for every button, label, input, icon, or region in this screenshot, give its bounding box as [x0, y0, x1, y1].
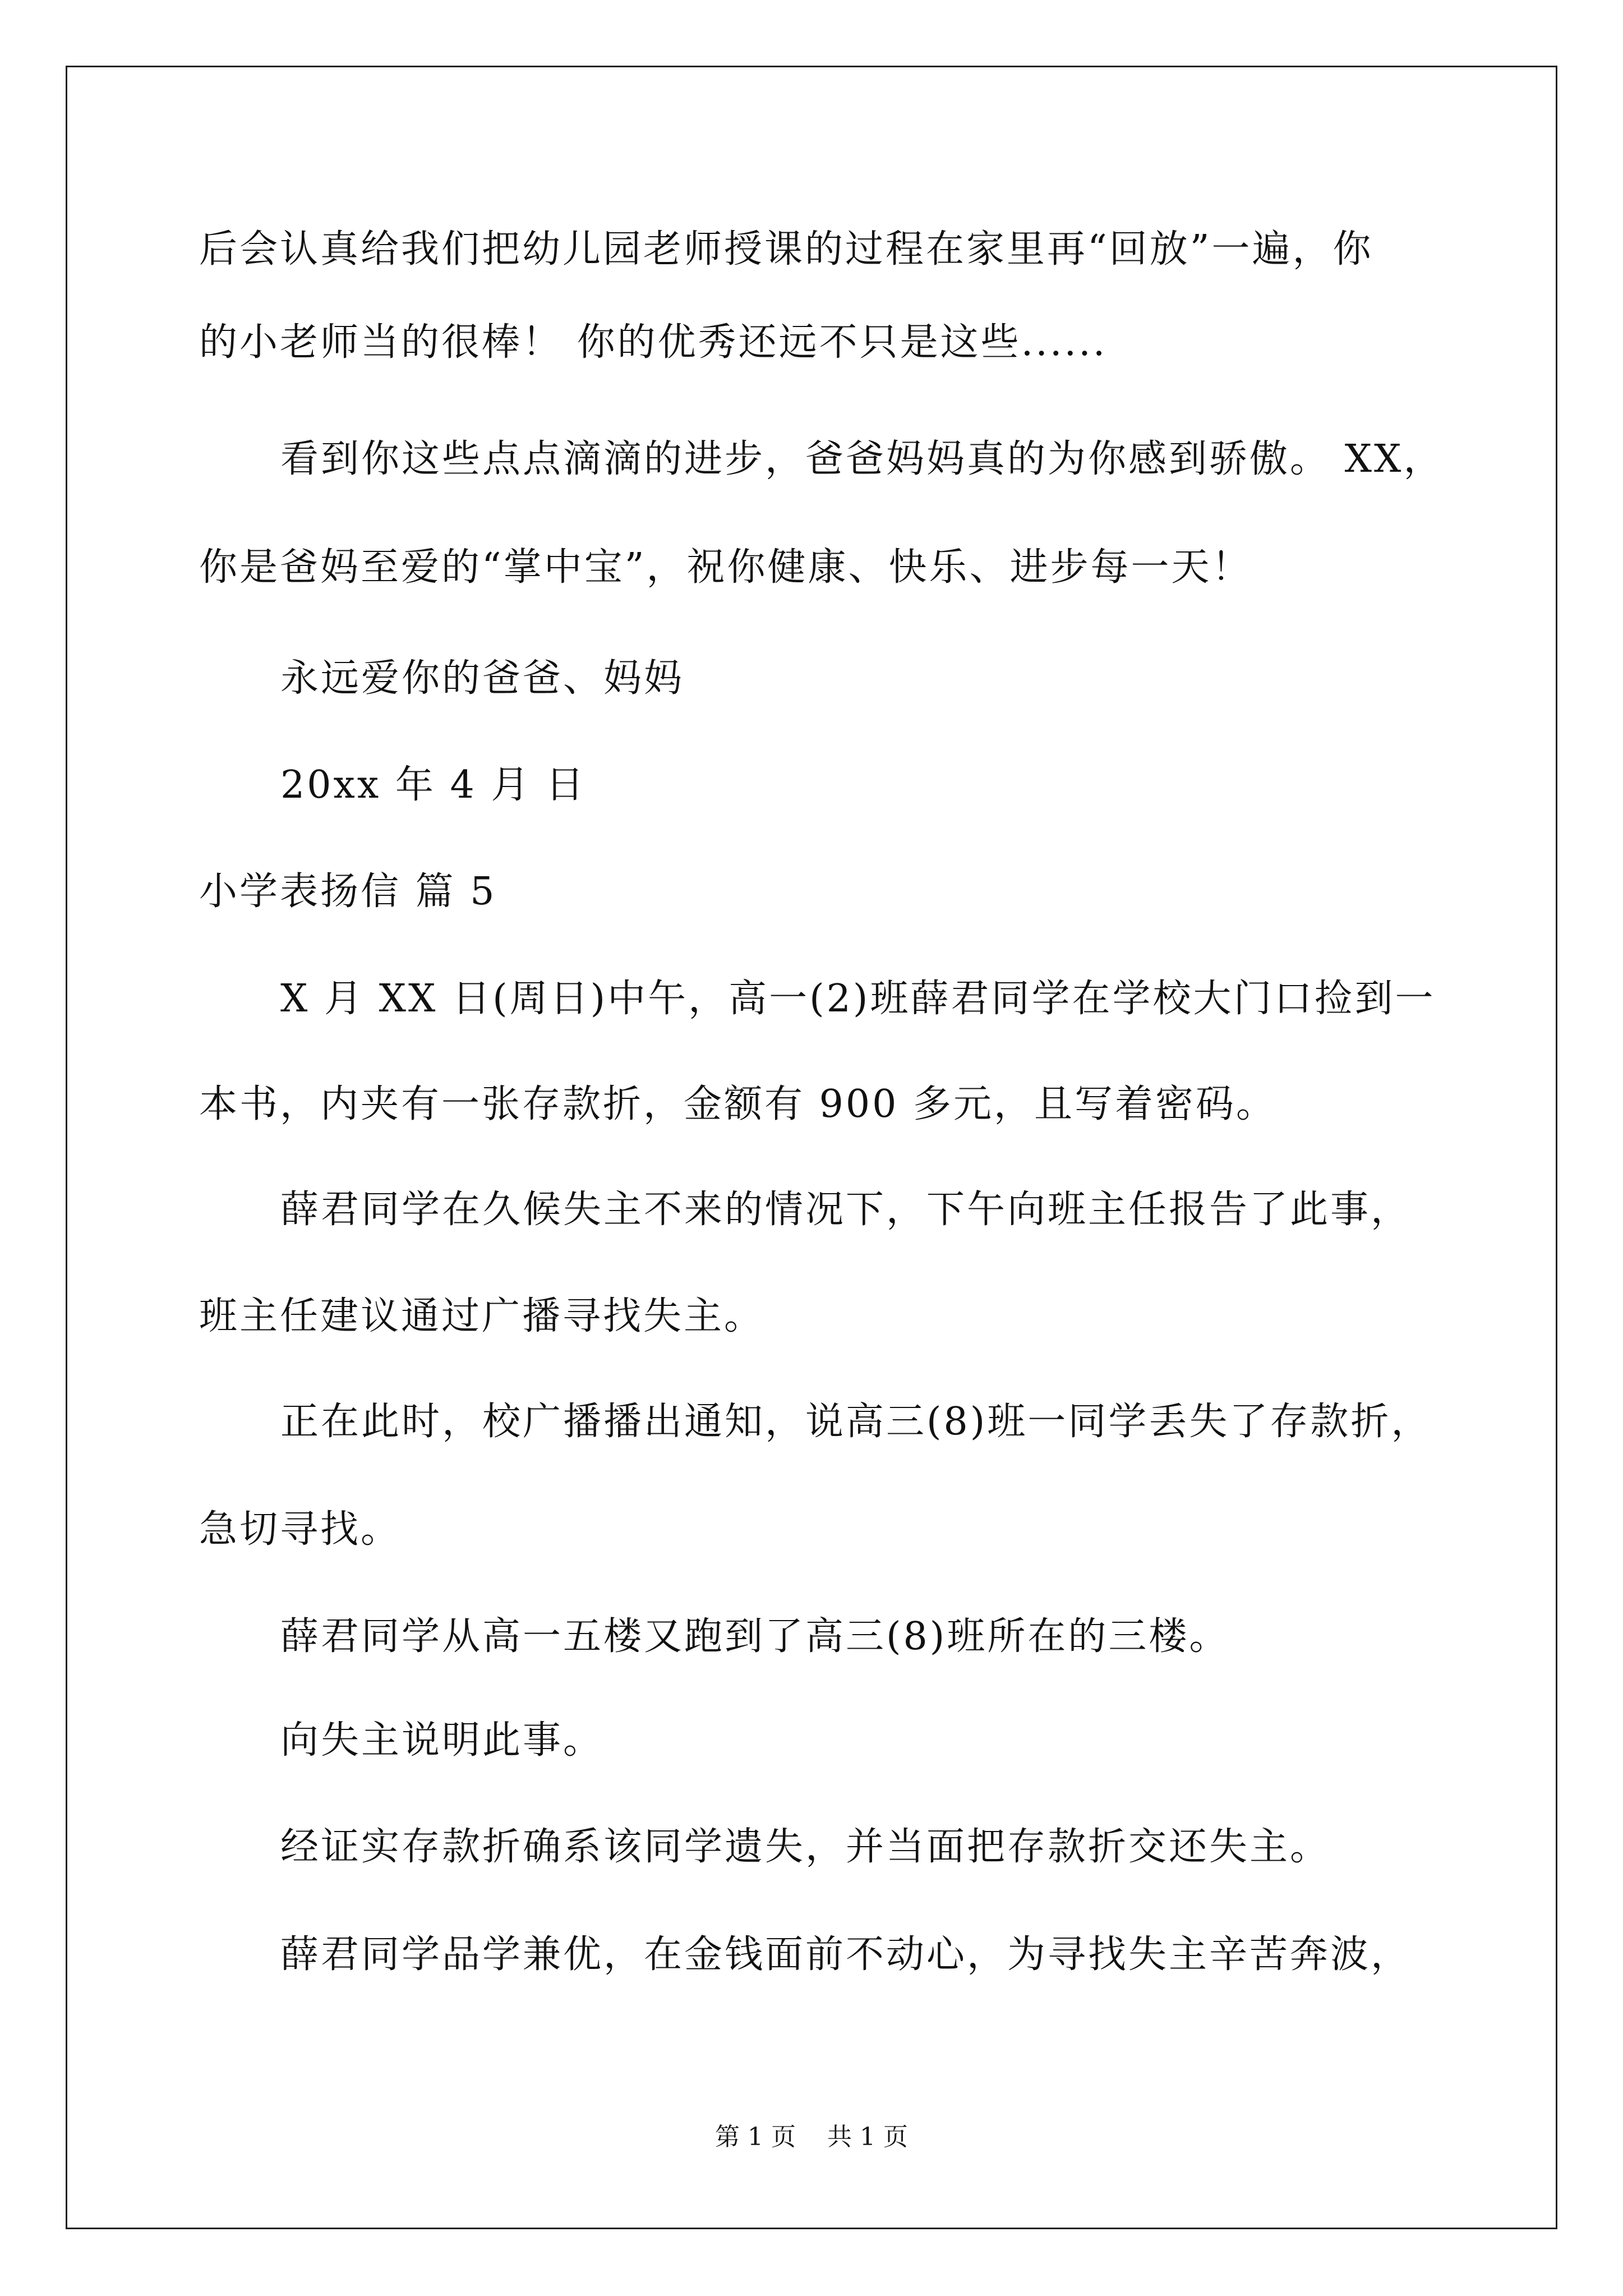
body-line-12: 正在此时，校广播播出通知，说高三(8)班一同学丢失了存款折，: [280, 1400, 1432, 1444]
body-line-13: 急切寻找。: [199, 1507, 402, 1552]
body-line-1: 后会认真给我们把幼儿园老师授课的过程在家里再“回放”一遍，你: [199, 227, 1373, 272]
body-line-10: 薛君同学在久候失主不来的情况下，下午向班主任报告了此事，: [280, 1188, 1412, 1232]
signature-line: 永远爱你的爸爸、妈妈: [280, 656, 685, 701]
body-line-14: 薛君同学从高一五楼又跑到了高三(8)班所在的三楼。: [280, 1614, 1230, 1659]
date-line: 20xx 年 4 月 日: [280, 763, 586, 807]
body-line-4: 你是爸妈至爱的“掌中宝”，祝你健康、快乐、进步每一天！: [199, 545, 1252, 590]
body-line-17: 薛君同学品学兼优，在金钱面前不动心，为寻找失主辛苦奔波，: [280, 1932, 1412, 1977]
body-line-3: 看到你这些点点滴滴的进步，爸爸妈妈真的为你感到骄傲。 XX，: [280, 437, 1444, 481]
body-line-8: X 月 XX 日(周日)中午，高一(2)班薛君同学在学校大门口捡到一: [280, 977, 1436, 1021]
body-line-11: 班主任建议通过广播寻找失主。: [199, 1294, 765, 1338]
body-line-15: 向失主说明此事。: [280, 1718, 604, 1763]
section-heading: 小学表扬信 篇 5: [199, 869, 497, 914]
page-footer: 第 1 页 共 1 页: [715, 2123, 908, 2151]
page-border: [66, 66, 1557, 2229]
body-line-9: 本书，内夹有一张存款折，金额有 900 多元，且写着密码。: [199, 1082, 1277, 1126]
body-line-2: 的小老师当的很棒！ 你的优秀还远不只是这些......: [199, 320, 1108, 365]
body-line-16: 经证实存款折确系该同学遗失，并当面把存款折交还失主。: [280, 1825, 1331, 1869]
